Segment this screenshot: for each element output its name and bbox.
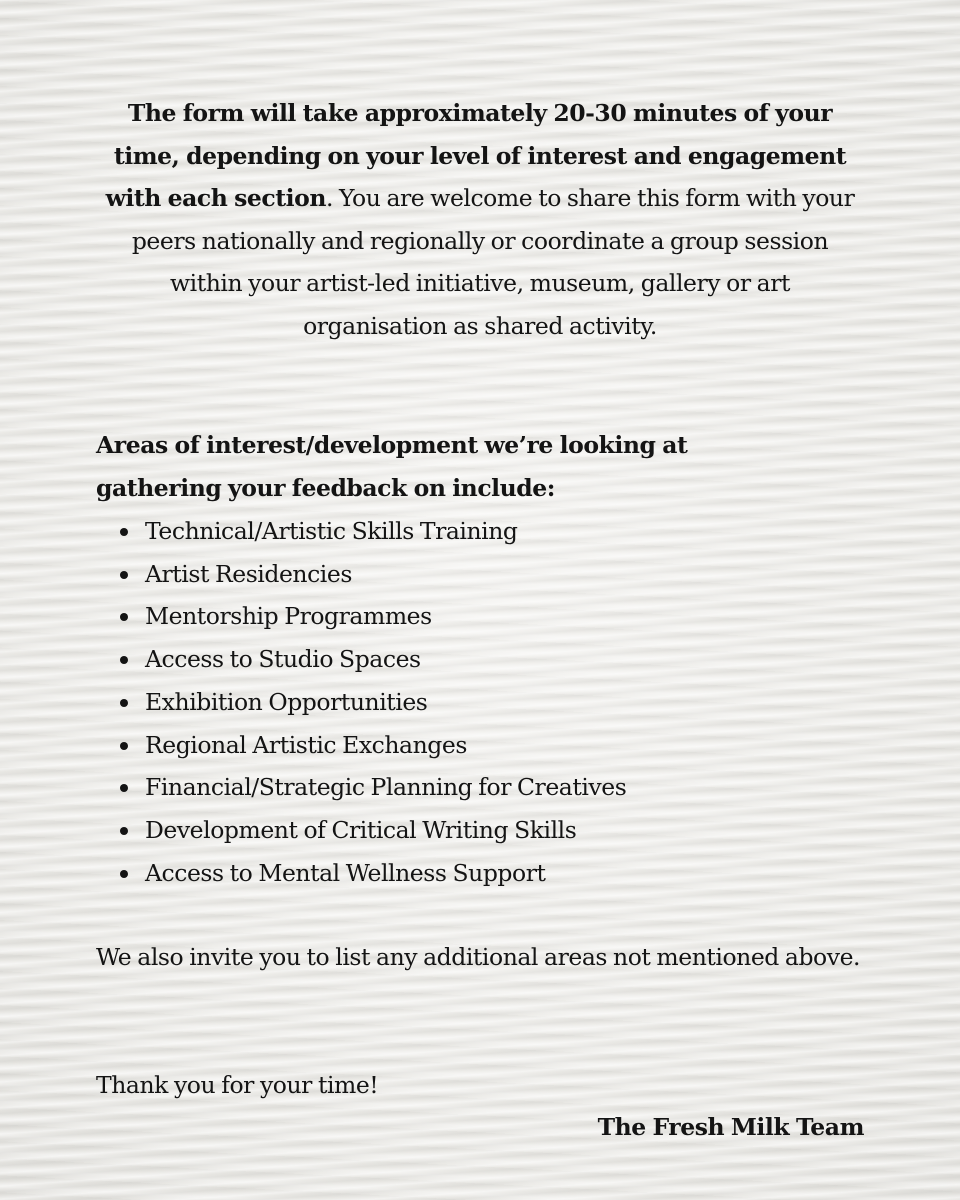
list-item [96, 681, 864, 724]
list-item [96, 638, 864, 681]
areas-section [96, 424, 864, 894]
list-item-label: Regional Artistic Exchanges [145, 730, 467, 759]
list-item-label: Mentorship Programmes [145, 602, 432, 631]
list-item-label: Artist Residencies [145, 559, 352, 588]
bullet-icon [120, 870, 128, 878]
intro-paragraph [96, 92, 864, 348]
list-item [96, 852, 864, 895]
signature: The Fresh Milk Team [597, 1113, 864, 1141]
list-item-label: Exhibition Opportunities [145, 687, 428, 716]
list-item [96, 766, 864, 809]
areas-list [96, 510, 864, 894]
bullet-icon [120, 742, 128, 750]
list-item-label: Financial/Strategic Planning for Creatives [145, 773, 627, 802]
thanks-text: Thank you for your time! [96, 1071, 379, 1099]
list-item [96, 510, 864, 553]
intro-regular-text: . You are welcome to share this form with your peers nationally and regionally or coordinate a group session within your artist-led initiative, museum, gallery or art organisation as shared activity. [131, 184, 855, 340]
list-item-label: Technical/Artistic Skills Training [145, 517, 518, 545]
areas-heading: Areas of interest/development we’re looking at gathering your feedback on include: [96, 431, 688, 502]
bullet-icon [120, 827, 128, 835]
invite-paragraph: We also invite you to list any additional areas not mentioned above. [96, 943, 861, 971]
list-item-label: Development of Critical Writing Skills [145, 815, 577, 844]
list-item [96, 724, 864, 767]
bullet-icon [120, 613, 128, 621]
bullet-icon [120, 784, 128, 792]
bullet-icon [120, 571, 128, 579]
list-item-label: Access to Mental Wellness Support [145, 858, 546, 887]
list-item [96, 553, 864, 596]
bullet-icon [120, 699, 128, 707]
bullet-icon [120, 656, 128, 664]
bullet-icon [120, 528, 128, 536]
list-item [96, 809, 864, 852]
list-item [96, 595, 864, 638]
list-item-label: Access to Studio Spaces [145, 645, 421, 674]
intro-bold-text: The form will take approximately 20-30 minutes of your time, depending on your level of interest and engagement with each section [105, 99, 847, 213]
